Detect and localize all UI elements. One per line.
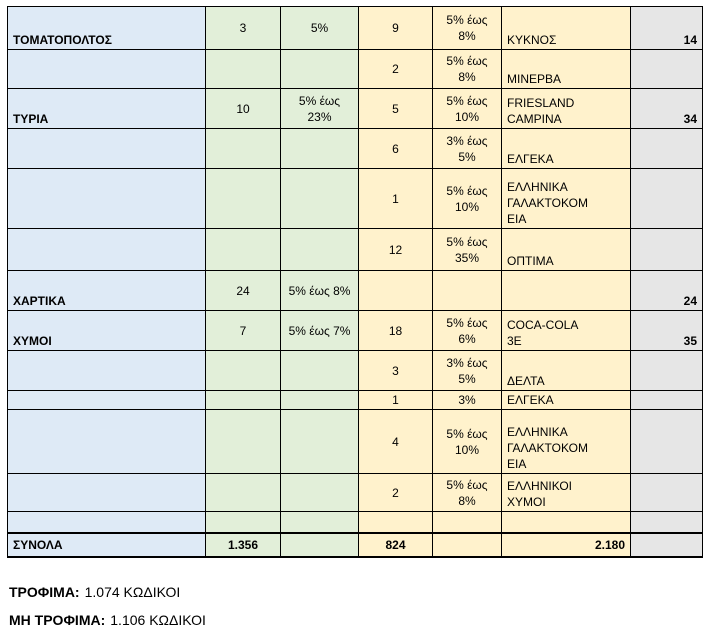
row-total-cell xyxy=(631,311,703,351)
brand-count-cell xyxy=(359,229,433,271)
row-total-cell xyxy=(631,129,703,169)
brand-pct-cell xyxy=(433,391,502,410)
brand-count-text: 12 xyxy=(388,242,403,257)
supplier-pct-text: 5% xyxy=(310,21,329,35)
supplier-pct-cell xyxy=(281,271,359,311)
brand-pct-cell xyxy=(433,229,502,271)
row-total-cell xyxy=(631,89,703,129)
food-codes-label: ΤΡΟΦΙΜΑ: xyxy=(9,584,80,600)
row-total-cell xyxy=(631,474,703,512)
supplier-count-cell xyxy=(206,129,281,169)
brand-count-cell xyxy=(359,50,433,89)
row-total-text: 24 xyxy=(683,294,697,308)
brand-pct-text: 5% έως 10% xyxy=(446,426,488,457)
supplier-pct-cell xyxy=(281,533,359,557)
brand-count-cell xyxy=(359,271,433,311)
brand-pct-text: 5% έως 10% xyxy=(446,93,488,124)
brand-count-text: 824 xyxy=(385,537,406,552)
table-row xyxy=(8,129,703,169)
brand-count-text: 6 xyxy=(392,141,399,156)
brand-name-cell xyxy=(502,351,631,391)
table-row xyxy=(8,410,703,474)
brand-count-cell xyxy=(359,89,433,129)
brand-count-cell xyxy=(359,311,433,351)
brand-count-text: 2 xyxy=(392,485,399,500)
brand-pct-cell xyxy=(433,271,502,311)
category-cell xyxy=(8,129,206,169)
brand-pct-text: 3% έως 5% xyxy=(446,355,488,386)
brand-pct-text: 5% έως 8% xyxy=(446,477,488,508)
category-cell xyxy=(8,271,206,311)
row-total-cell xyxy=(631,391,703,410)
table-row xyxy=(8,169,703,229)
brand-name-text: ΜΙΝΕΡΒΑ xyxy=(507,72,562,86)
row-total-text: 35 xyxy=(683,334,697,348)
food-codes-value: 1.074 ΚΩΔΙΚΟΙ xyxy=(84,584,181,600)
brand-count-cell xyxy=(359,391,433,410)
category-cell xyxy=(8,410,206,474)
category-text: ΤΥΡΙΑ xyxy=(13,112,49,126)
category-text: ΤΟΜΑΤΟΠΟΛΤΟΣ xyxy=(13,33,112,47)
row-total-cell xyxy=(631,7,703,50)
supplier-pct-cell xyxy=(281,351,359,391)
supplier-count-cell xyxy=(206,7,281,50)
supplier-count-cell xyxy=(206,512,281,533)
brand-count-cell xyxy=(359,169,433,229)
nonfood-codes-line xyxy=(9,612,206,629)
category-cell xyxy=(8,474,206,512)
brand-name-cell xyxy=(502,311,631,351)
row-total-cell xyxy=(631,169,703,229)
supplier-count-text: 7 xyxy=(239,323,247,338)
row-total-cell xyxy=(631,533,703,557)
brand-name-cell xyxy=(502,410,631,474)
brand-pct-text: 5% έως 10% xyxy=(446,183,488,214)
supplier-count-cell xyxy=(206,271,281,311)
brand-pct-cell xyxy=(433,311,502,351)
brand-name-text: ΕΛΓΕΚΑ xyxy=(507,152,554,166)
brand-name-cell xyxy=(502,229,631,271)
row-total-cell xyxy=(631,229,703,271)
brand-pct-text: 3% xyxy=(458,393,476,407)
row-total-text: 14 xyxy=(683,33,697,47)
table-row xyxy=(8,271,703,311)
food-codes-line xyxy=(9,584,180,601)
supplier-pct-cell xyxy=(281,229,359,271)
supplier-pct-cell xyxy=(281,474,359,512)
brand-name-cell xyxy=(502,391,631,410)
row-total-text: 34 xyxy=(683,112,697,126)
category-cell xyxy=(8,89,206,129)
brand-name-text: ΔΕΛΤΑ xyxy=(507,374,545,388)
table-row xyxy=(8,89,703,129)
brand-count-text: 3 xyxy=(392,363,399,378)
brand-pct-cell xyxy=(433,474,502,512)
category-cell xyxy=(8,311,206,351)
discount-table-body xyxy=(8,7,703,557)
supplier-count-cell xyxy=(206,410,281,474)
supplier-pct-cell xyxy=(281,50,359,89)
row-total-cell xyxy=(631,50,703,89)
brand-name-text: ΕΛΛΗΝΙΚΑ ΓΑΛΑΚΤΟΚΟΜΕΙΑ xyxy=(507,180,588,226)
supplier-pct-cell xyxy=(281,410,359,474)
supplier-count-cell xyxy=(206,89,281,129)
brand-count-text: 5 xyxy=(392,101,399,116)
supplier-count-cell xyxy=(206,50,281,89)
brand-count-cell xyxy=(359,7,433,50)
row-total-cell xyxy=(631,271,703,311)
brand-pct-cell xyxy=(433,7,502,50)
brand-count-text: 9 xyxy=(392,21,399,35)
brand-name-text: ΕΛΓΕΚΑ xyxy=(507,393,554,407)
supplier-count-text: 10 xyxy=(236,101,250,116)
brand-count-text: 1 xyxy=(392,191,399,206)
brand-count-cell xyxy=(359,474,433,512)
table-row xyxy=(8,7,703,50)
category-text: ΧΥΜΟΙ xyxy=(13,334,52,348)
brand-pct-cell xyxy=(433,129,502,169)
brand-name-text: ΟΠΤΙΜΑ xyxy=(507,254,554,268)
supplier-pct-text: 5% έως 23% xyxy=(298,93,341,124)
supplier-pct-text: 5% έως 7% xyxy=(288,323,351,338)
table-row xyxy=(8,351,703,391)
brand-name-text: FRIESLAND CAMPINA xyxy=(507,96,575,126)
brand-name-cell xyxy=(502,169,631,229)
brand-name-cell xyxy=(502,512,631,533)
supplier-pct-cell xyxy=(281,512,359,533)
nonfood-codes-value: 1.106 ΚΩΔΙΚΟΙ xyxy=(110,612,206,628)
brand-pct-text: 5% έως 6% xyxy=(446,315,488,346)
supplier-count-cell xyxy=(206,229,281,271)
brand-name-text: 2.180 xyxy=(594,537,625,552)
brand-name-text: COCA-COLA 3E xyxy=(507,318,578,348)
table-row xyxy=(8,512,703,533)
row-total-cell xyxy=(631,351,703,391)
supplier-pct-cell xyxy=(281,311,359,351)
brand-pct-text: 3% έως 5% xyxy=(446,133,488,164)
discount-table xyxy=(7,6,703,558)
brand-pct-cell xyxy=(433,89,502,129)
brand-count-cell xyxy=(359,512,433,533)
brand-name-cell xyxy=(502,474,631,512)
brand-name-text: ΕΛΛΗΝΙΚΑ ΓΑΛΑΚΤΟΚΟΜΕΙΑ xyxy=(507,425,588,471)
supplier-pct-cell xyxy=(281,7,359,50)
category-cell xyxy=(8,391,206,410)
supplier-pct-cell xyxy=(281,391,359,410)
category-cell xyxy=(8,533,206,557)
brand-pct-cell xyxy=(433,533,502,557)
category-text: ΣΥΝΟΛΑ xyxy=(13,537,63,552)
brand-name-text: ΚΥΚΝΟΣ xyxy=(507,33,557,47)
supplier-count-cell xyxy=(206,311,281,351)
table-row xyxy=(8,229,703,271)
category-cell xyxy=(8,512,206,533)
brand-name-text: ΕΛΛΗΝΙΚΟΙ ΧΥΜΟΙ xyxy=(507,479,573,509)
table-row xyxy=(8,50,703,89)
category-cell xyxy=(8,169,206,229)
category-cell xyxy=(8,7,206,50)
brand-count-cell xyxy=(359,410,433,474)
brand-count-text: 2 xyxy=(392,62,399,76)
brand-pct-cell xyxy=(433,351,502,391)
brand-pct-cell xyxy=(433,50,502,89)
category-cell xyxy=(8,351,206,391)
brand-pct-text: 5% έως 35% xyxy=(446,234,488,265)
row-total-cell xyxy=(631,512,703,533)
brand-pct-cell xyxy=(433,169,502,229)
category-cell xyxy=(8,50,206,89)
brand-pct-cell xyxy=(433,512,502,533)
brand-name-cell xyxy=(502,89,631,129)
supplier-count-cell xyxy=(206,391,281,410)
brand-count-text: 4 xyxy=(392,434,399,449)
supplier-pct-cell xyxy=(281,129,359,169)
brand-count-cell xyxy=(359,533,433,557)
brand-count-text: 18 xyxy=(388,323,403,338)
brand-count-cell xyxy=(359,129,433,169)
table-row xyxy=(8,311,703,351)
brand-pct-text: 5% έως 8% xyxy=(446,54,488,84)
supplier-count-text: 24 xyxy=(236,283,250,298)
supplier-count-cell xyxy=(206,533,281,557)
table-row xyxy=(8,474,703,512)
brand-count-cell xyxy=(359,351,433,391)
supplier-count-text: 3 xyxy=(239,21,247,35)
table-row xyxy=(8,391,703,410)
brand-name-cell xyxy=(502,50,631,89)
brand-name-cell xyxy=(502,533,631,557)
brand-pct-cell xyxy=(433,410,502,474)
supplier-count-text: 1.356 xyxy=(227,537,259,552)
supplier-pct-text: 5% έως 8% xyxy=(288,283,351,298)
brand-count-text: 1 xyxy=(392,393,399,407)
supplier-pct-cell xyxy=(281,169,359,229)
category-text: ΧΑΡΤΙΚΑ xyxy=(13,294,66,308)
row-total-cell xyxy=(631,410,703,474)
nonfood-codes-label: ΜΗ ΤΡΟΦΙΜΑ: xyxy=(9,612,106,628)
category-cell xyxy=(8,229,206,271)
brand-name-cell xyxy=(502,129,631,169)
supplier-count-cell xyxy=(206,169,281,229)
brand-pct-text: 5% έως 8% xyxy=(446,13,488,43)
brand-name-cell xyxy=(502,7,631,50)
supplier-count-cell xyxy=(206,351,281,391)
table-row xyxy=(8,533,703,557)
supplier-count-cell xyxy=(206,474,281,512)
supplier-pct-cell xyxy=(281,89,359,129)
brand-name-cell xyxy=(502,271,631,311)
